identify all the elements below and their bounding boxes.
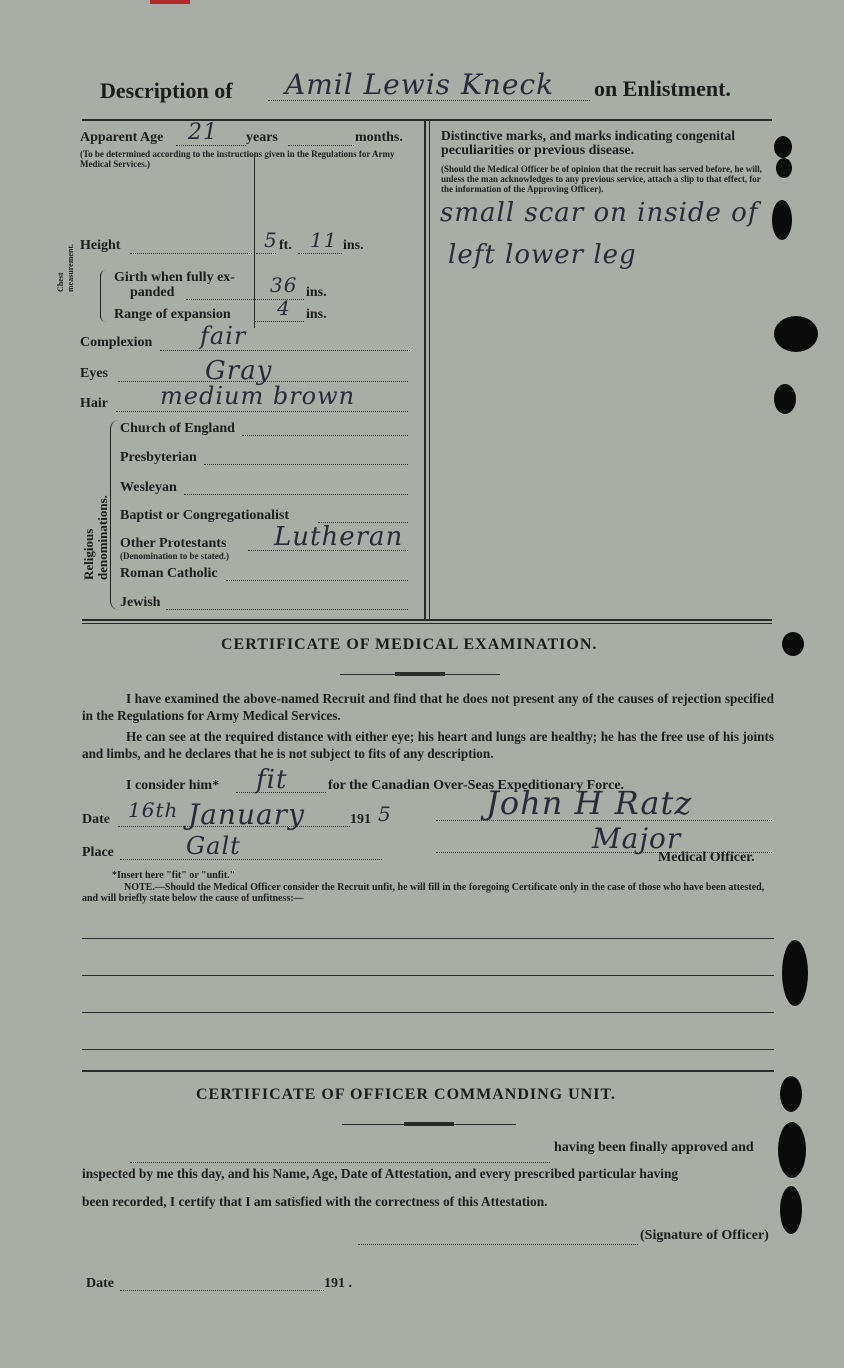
eyes-value: Gray: [205, 356, 273, 386]
marks-title-2: peculiarities or previous disease.: [441, 143, 635, 158]
column-divider-2: [429, 121, 430, 619]
age-line: [176, 145, 246, 146]
months-label: months.: [355, 130, 403, 145]
religion-side-label: Religious denominations.: [81, 495, 110, 580]
recruit-name: Amil Lewis Kneck: [285, 68, 555, 101]
months-line: [288, 145, 354, 146]
consider-label: I consider him*: [126, 778, 220, 793]
medical-date-label: Date: [82, 812, 110, 827]
marks-title-1: Distinctive marks, and marks indicating congenital: [441, 128, 736, 143]
binding-hole: [778, 1122, 806, 1178]
religion-jewish: Jewish: [120, 595, 161, 610]
medical-date-year: 191: [350, 812, 371, 827]
binding-hole: [772, 200, 792, 240]
height-in-value: 11: [310, 228, 338, 252]
complexion-line: [160, 350, 410, 351]
place-label: Place: [82, 845, 114, 860]
place-line: [120, 859, 382, 860]
bottom-rule-2: [82, 623, 772, 624]
commanding-line-1: having been finally approved and: [554, 1140, 754, 1155]
marks-line-2: left lower leg: [448, 240, 637, 270]
expansion-label: Range of expansion: [114, 307, 231, 322]
hair-line: [116, 411, 408, 412]
expansion-line: [254, 321, 304, 322]
height-label: Height: [80, 238, 121, 253]
girth-value: 36: [270, 273, 298, 297]
hair-value: medium brown: [160, 382, 356, 410]
religion-brace: [110, 420, 119, 610]
height-line: [130, 253, 252, 254]
medical-title-ornament-center: [395, 672, 445, 676]
religion-other-note: (Denomination to be stated.): [120, 551, 229, 561]
officer-signature-line: [358, 1244, 638, 1245]
age-note: (To be determined according to the instructions given in the Regulations for Army Medical Services.): [80, 149, 395, 169]
top-rule: [82, 119, 772, 121]
age-label: Apparent Age: [80, 130, 164, 145]
religion-church-of-england: Church of England: [120, 421, 235, 436]
medical-date-month: January: [188, 798, 305, 831]
age-value: 21: [188, 120, 218, 145]
chest-side-label: Chest measurement.: [56, 243, 75, 292]
religion-roman-catholic: Roman Catholic: [120, 566, 218, 581]
religion-other: Other Protestants: [120, 536, 227, 551]
red-mark: [150, 0, 190, 4]
commanding-title: CERTIFICATE OF OFFICER COMMANDING UNIT.: [196, 1086, 616, 1103]
consider-value: fit: [256, 765, 288, 795]
years-label: years: [246, 130, 278, 145]
commanding-name-line: [130, 1162, 550, 1163]
binding-hole: [780, 1186, 802, 1234]
height-ft-value: 5: [264, 228, 278, 252]
complexion-label: Complexion: [80, 335, 153, 350]
commanding-date-label: Date: [86, 1276, 114, 1291]
eyes-label: Eyes: [80, 366, 108, 381]
girth-ins-label: ins.: [306, 285, 327, 300]
medical-rank: Major: [592, 822, 682, 855]
unfit-line-1: [82, 938, 774, 939]
height-ft-line: [256, 253, 276, 254]
binding-hole: [776, 158, 792, 178]
binding-hole: [780, 1076, 802, 1112]
girth-label-2: panded: [130, 285, 175, 300]
section-divider: [82, 1070, 774, 1072]
girth-label-1: Girth when fully ex-: [114, 270, 235, 285]
ft-label: ft.: [279, 238, 292, 253]
commanding-date-suffix: 191 .: [324, 1276, 352, 1291]
binding-hole: [774, 136, 792, 158]
commanding-line-2: inspected by me this day, and his Name, Age, Date of Attestation, and every prescribed particular having: [82, 1166, 679, 1181]
medical-para-1: I have examined the above-named Recruit and find that he does not present any of the causes of rejection specified in the Regulations for Army Medical Services.: [82, 691, 774, 723]
expansion-ins-label: ins.: [306, 307, 327, 322]
religion-presbyterian: Presbyterian: [120, 450, 197, 465]
expansion-value: 4: [277, 296, 291, 320]
medical-para-2: He can see at the required distance with either eye; his heart and lungs are healthy; he has the free use of his joints and limbs, and he declares that he is not subject to fits of any description.: [82, 729, 774, 761]
inner-vertical: [254, 156, 255, 328]
religion-coe-line: [242, 435, 408, 436]
religion-rc-line: [226, 580, 408, 581]
unfit-line-3: [82, 1012, 774, 1013]
commanding-date-line: [120, 1290, 324, 1291]
bottom-rule: [82, 619, 772, 621]
unfit-line-4: [82, 1049, 774, 1050]
medical-officer-label: Medical Officer.: [658, 850, 755, 865]
marks-line-1: small scar on inside of: [440, 198, 759, 228]
chest-brace: [100, 270, 109, 322]
complexion-value: fair: [200, 322, 247, 350]
religion-baptist: Baptist or Congregationalist: [120, 508, 290, 523]
ins-label: ins.: [343, 238, 364, 253]
religion-presb-line: [204, 464, 408, 465]
officer-signature-label: (Signature of Officer): [640, 1228, 769, 1243]
column-divider: [424, 121, 426, 619]
religion-wesleyan: Wesleyan: [120, 480, 177, 495]
medical-date-year-suffix: 5: [378, 802, 392, 826]
insert-note: *Insert here "fit" or "unfit.": [112, 870, 236, 881]
marks-note: (Should the Medical Officer be of opinion that the recruit has served before, he will, unless the man acknowledges to any previous service, attach a slip to that effect, for the information of the Approving Officer).: [441, 164, 762, 194]
header-suffix: on Enlistment.: [594, 76, 731, 101]
religion-wes-line: [184, 494, 408, 495]
religion-other-value: Lutheran: [274, 522, 404, 552]
medical-signature: John H Ratz: [486, 784, 693, 822]
religion-jewish-line: [166, 609, 408, 610]
commanding-title-ornament-center: [404, 1122, 454, 1126]
medical-title: CERTIFICATE OF MEDICAL EXAMINATION.: [221, 636, 598, 653]
unfit-line-2: [82, 975, 774, 976]
commanding-line-3: been recorded, I certify that I am satisfied with the correctness of this Attestation.: [82, 1194, 548, 1209]
place-value: Galt: [186, 832, 241, 860]
medical-date-day: 16th: [128, 798, 179, 822]
height-in-line: [298, 253, 342, 254]
binding-hole: [782, 632, 804, 656]
binding-hole: [774, 384, 796, 414]
consider-suffix: for the Canadian Over-Seas Expeditionary Force.: [328, 778, 625, 793]
unfit-note: NOTE.—Should the Medical Officer consider the Recruit unfit, he will fill in the foregoing Certificate only in the case of those who have been attested, and will briefly state below the cause of unfitness:—: [82, 882, 765, 904]
binding-hole: [774, 316, 818, 352]
header-prefix: Description of: [100, 78, 233, 103]
hair-label: Hair: [80, 396, 108, 411]
binding-hole: [782, 940, 808, 1006]
